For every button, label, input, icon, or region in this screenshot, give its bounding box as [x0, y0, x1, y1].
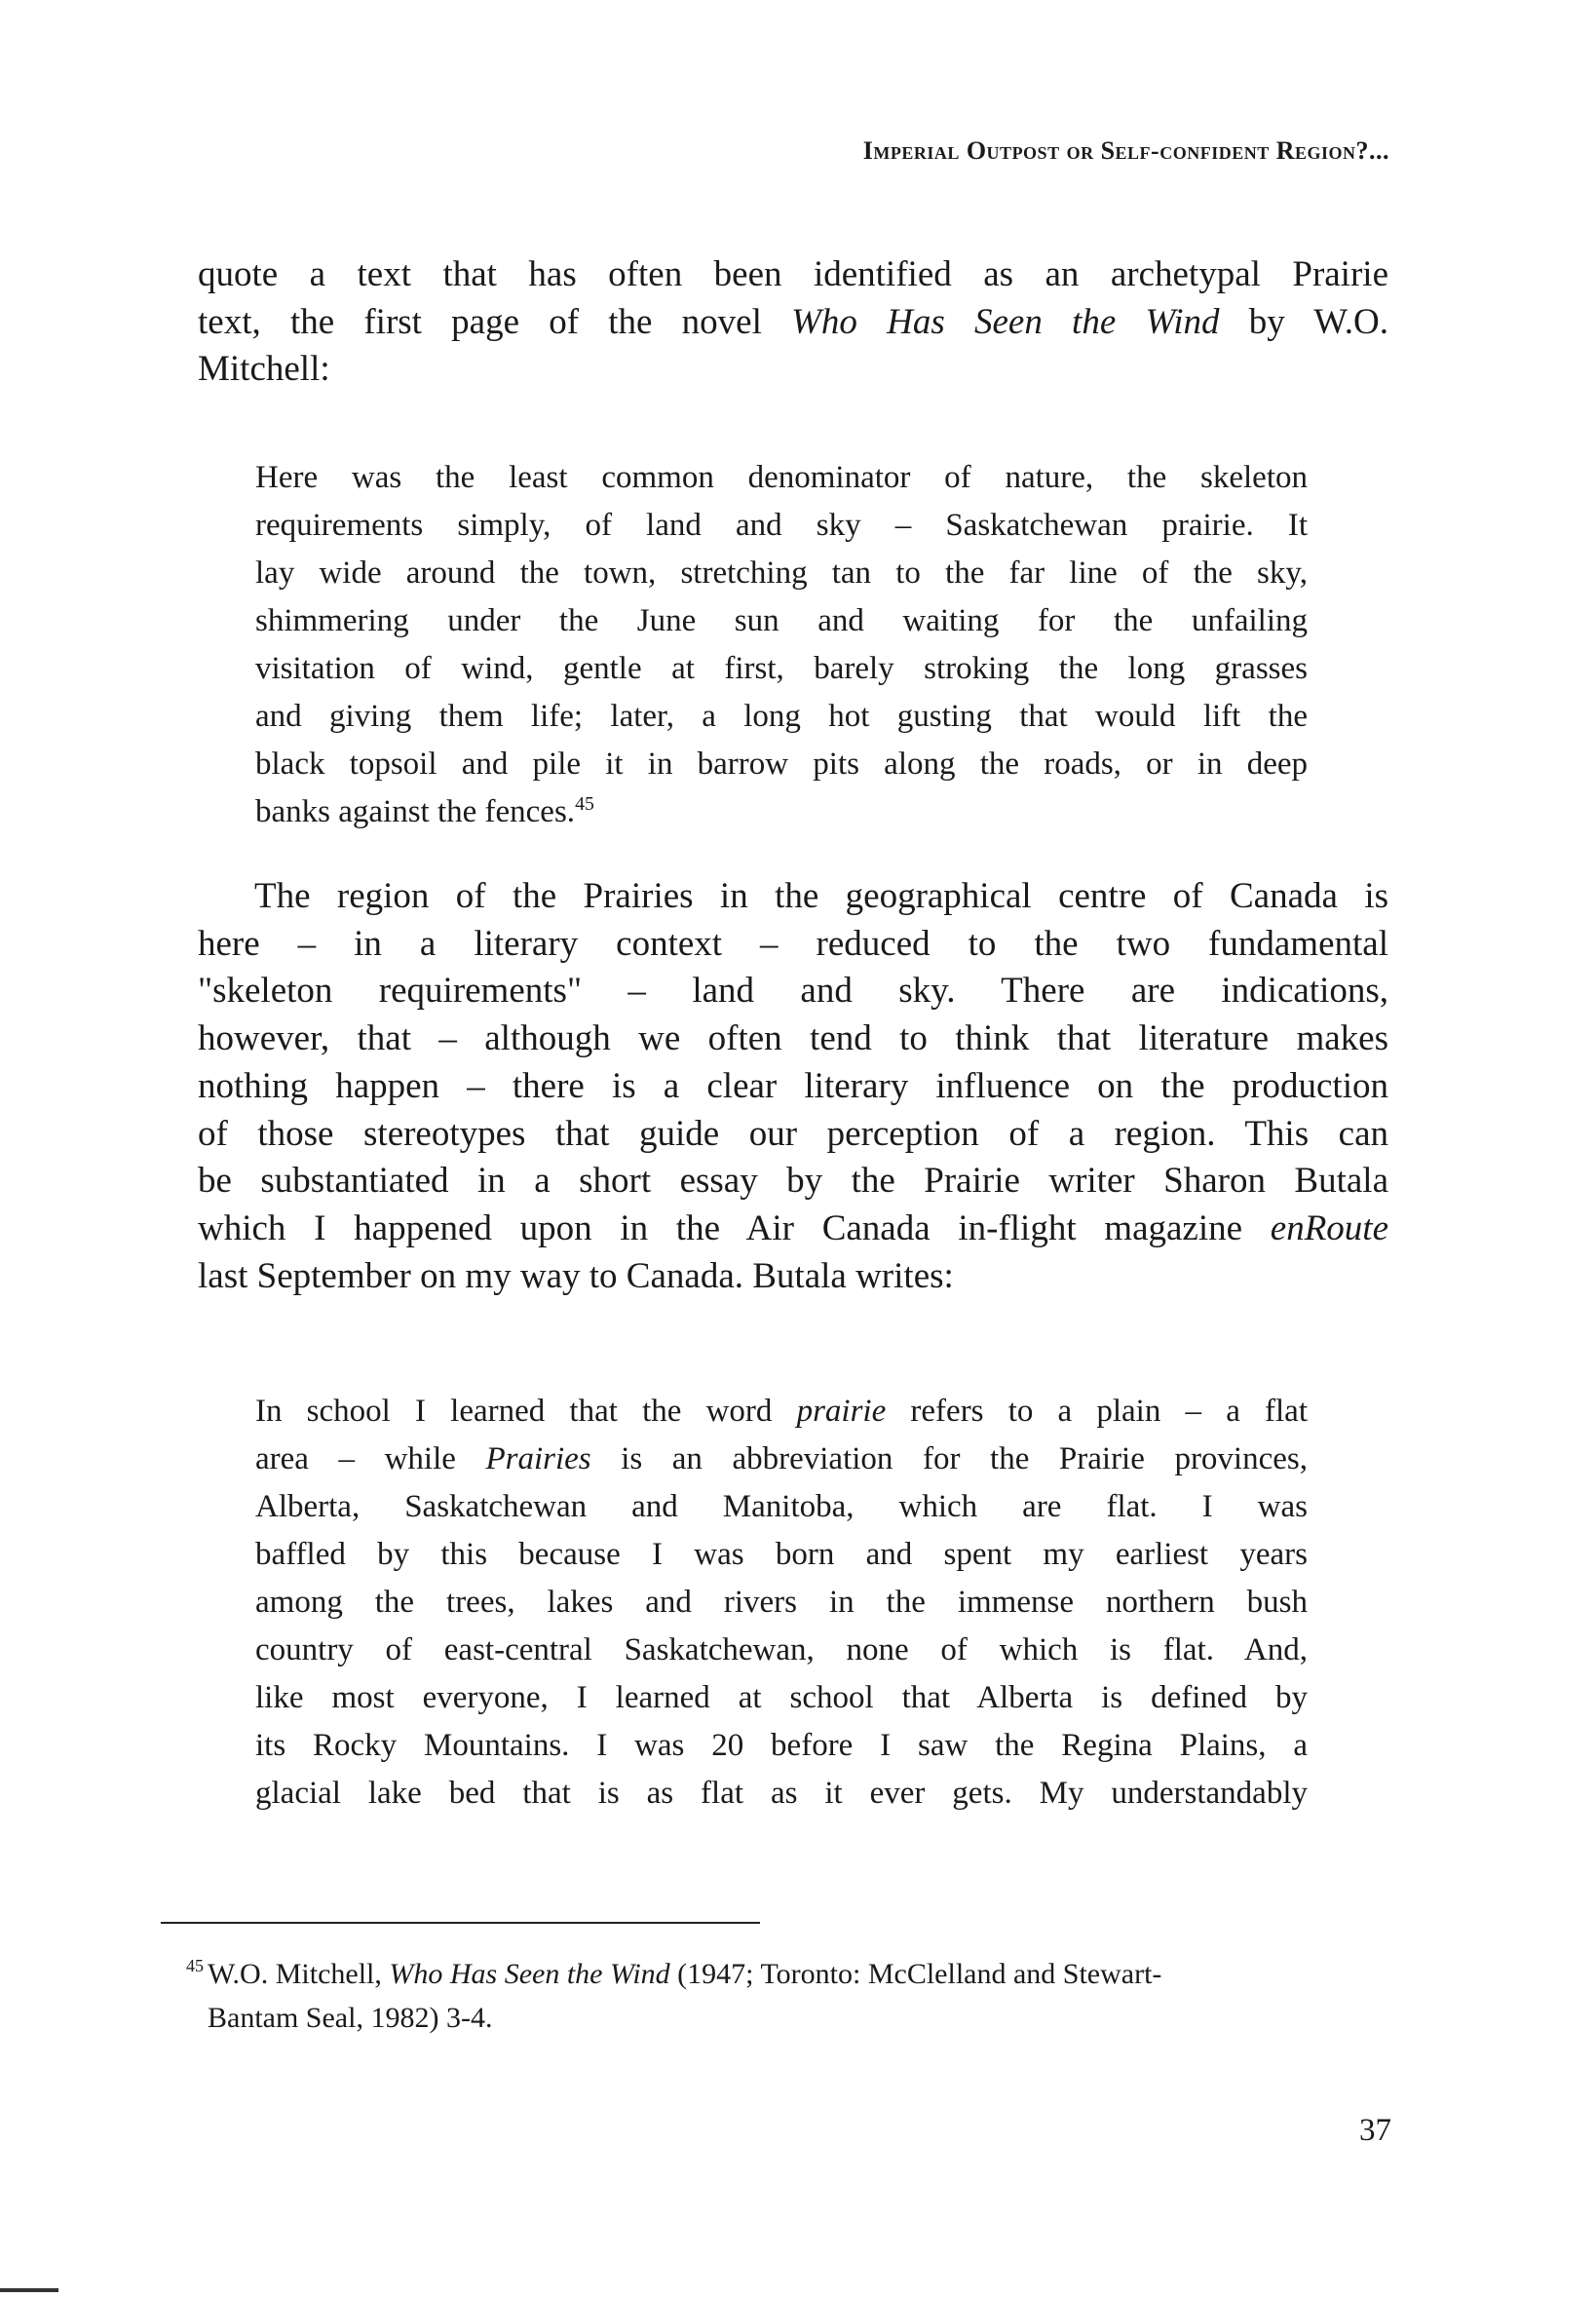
- emphasis: Prairies: [485, 1441, 591, 1476]
- text-run: W.O. Mitchell,: [208, 1958, 390, 1990]
- block-quote-butala: [255, 1388, 1308, 1818]
- quote-line: its Rocky Mountains. I was 20 before I saw the Regina Plains, a: [255, 1728, 1308, 1763]
- body-paragraph: [198, 873, 1388, 1300]
- quote-line: requirements simply, of land and sky – Saskatchewan prairie. It: [255, 508, 1308, 543]
- text-run: refers to a plain – a flat: [886, 1394, 1308, 1429]
- footnote-ref: 45: [575, 793, 594, 815]
- quote-line: [255, 1388, 1308, 1436]
- text-line: "skeleton requirements" – land and sky. There are indications,: [198, 971, 1388, 1012]
- block-quote-mitchell: [255, 454, 1308, 836]
- text-run: text, the first page of the novel: [198, 301, 792, 342]
- text-line: [198, 1206, 1388, 1253]
- quote-line: baffled by this because I was born and spent my earliest years: [255, 1537, 1308, 1572]
- footnote-divider: [161, 1922, 760, 1924]
- text-run: (1947; Toronto: McClelland and Stewart-: [669, 1958, 1162, 1990]
- text-run: In school I learned that the word: [255, 1394, 797, 1429]
- text-line: quote a text that has often been identified as an archetypal Prairie: [198, 254, 1388, 294]
- footnote-line: [208, 1952, 1406, 1996]
- text-line: The region of the Prairies in the geographical centre of Canada is: [254, 876, 1388, 916]
- quote-line: and giving them life; later, a long hot gusting that would lift the: [255, 699, 1308, 734]
- scan-mark: [0, 2288, 58, 2292]
- quote-line: shimmering under the June sun and waiting for the unfailing: [255, 603, 1308, 638]
- text-run: by W.O.: [1219, 301, 1389, 342]
- quote-line: [255, 1436, 1308, 1483]
- quote-line: Here was the least common denominator of nature, the skeleton: [255, 460, 1308, 495]
- magazine-title: enRoute: [1270, 1207, 1388, 1248]
- text-run: is an abbreviation for the Prairie provinces,: [590, 1441, 1308, 1476]
- text-run: area – while: [255, 1441, 486, 1476]
- quote-line: black topsoil and pile it in barrow pits along the roads, or in deep: [255, 747, 1308, 782]
- footnote-number: 45: [186, 1956, 204, 1975]
- quote-line: among the trees, lakes and rivers in the immense northern bush: [255, 1585, 1308, 1620]
- quote-line: [255, 788, 1308, 836]
- text-line: nothing happen – there is a clear literary influence on the production: [198, 1065, 1388, 1106]
- text-run: which I happened upon in the Air Canada in-flight magazine: [198, 1207, 1271, 1248]
- text-line: last September on my way to Canada. Butala writes:: [198, 1255, 954, 1296]
- text-line: here – in a literary context – reduced to the two fundamental: [198, 923, 1388, 964]
- text-line: be substantiated in a short essay by the Prairie writer Sharon Butala: [198, 1161, 1388, 1202]
- footnote-line: Bantam Seal, 1982) 3-4.: [208, 2002, 493, 2034]
- text-run: banks against the fences.: [255, 794, 576, 829]
- quote-line: like most everyone, I learned at school that Alberta is defined by: [255, 1680, 1308, 1715]
- running-head: Imperial Outpost or Self-confident Region?...: [862, 136, 1389, 165]
- quote-line: lay wide around the town, stretching tan to the far line of the sky,: [255, 555, 1308, 591]
- book-title: Who Has Seen the Wind: [791, 301, 1220, 342]
- intro-paragraph: [198, 251, 1388, 394]
- quote-line: visitation of wind, gentle at first, barely stroking the long grasses: [255, 651, 1308, 686]
- text-line: of those stereotypes that guide our perception of a region. This can: [198, 1113, 1388, 1154]
- text-line: Mitchell:: [198, 349, 330, 390]
- quote-line: country of east-central Saskatchewan, none of which is flat. And,: [255, 1632, 1308, 1667]
- text-line: [198, 299, 1388, 347]
- page-number: 37: [1359, 2113, 1391, 2148]
- book-title: Who Has Seen the Wind: [389, 1958, 670, 1990]
- emphasis: prairie: [796, 1394, 887, 1429]
- quote-line: glacial lake bed that is as flat as it ever gets. My understandably: [255, 1776, 1308, 1811]
- quote-line: Alberta, Saskatchewan and Manitoba, which are flat. I was: [255, 1489, 1308, 1524]
- text-line: however, that – although we often tend to think that literature makes: [198, 1018, 1388, 1059]
- footnote: [186, 1952, 1406, 2040]
